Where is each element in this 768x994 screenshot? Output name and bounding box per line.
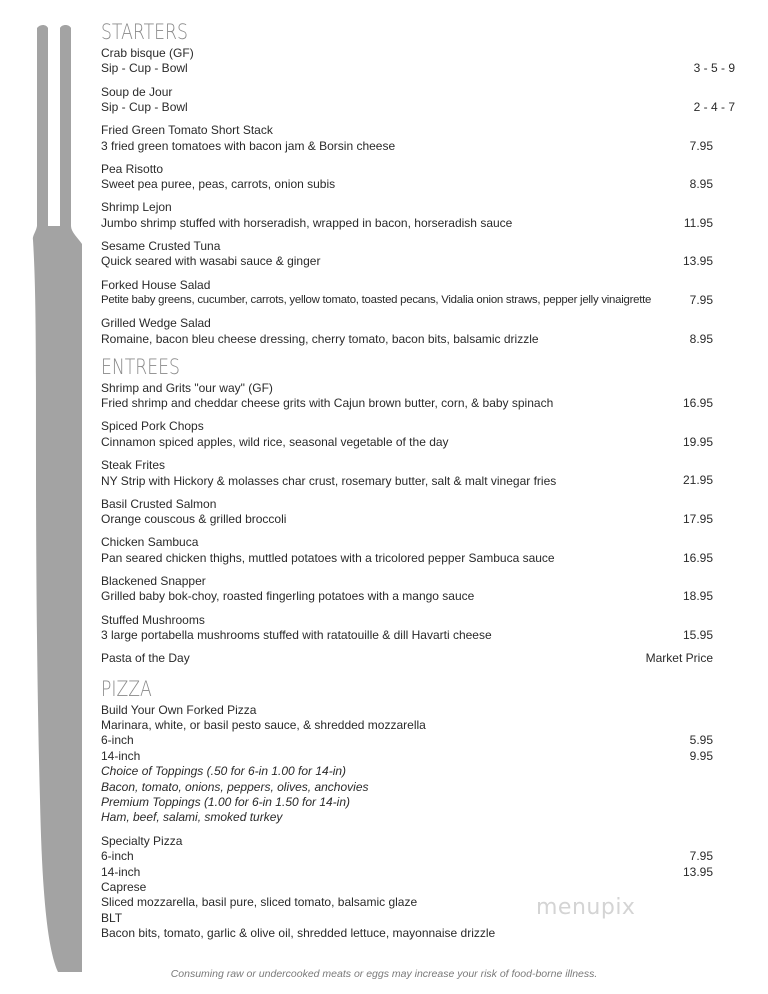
- specialty-option-description: Sliced mozzarella, basil pure, sliced tomato, balsamic glaze: [101, 895, 418, 910]
- pizza-heading: PIZZA: [101, 676, 152, 701]
- item-price: 21.95: [682, 473, 713, 488]
- item-price: 16.95: [682, 550, 713, 565]
- item-name: Stuffed Mushrooms: [101, 612, 205, 627]
- size-label: 6-inch: [101, 849, 134, 864]
- menu-item: [101, 123, 751, 154]
- specialty-pizza: [101, 834, 751, 942]
- item-description: Sip - Cup - Bowl: [101, 100, 188, 115]
- size-row: [101, 849, 751, 864]
- item-description: Fried shrimp and cheddar cheese grits with Cajun brown butter, corn, & baby spinach: [101, 396, 554, 411]
- item-description: Marinara, white, or basil pesto sauce, & shredded mozzarella: [101, 717, 426, 732]
- item-name: Forked House Salad: [101, 277, 211, 292]
- item-name: Specialty Pizza: [101, 833, 183, 848]
- fork-shape: [33, 25, 82, 972]
- item-name: Blackened Snapper: [101, 573, 206, 588]
- item-description: 3 large portabella mushrooms stuffed with ratatouille & dill Havarti cheese: [101, 627, 492, 642]
- entrees-section: [101, 355, 751, 667]
- item-description: NY Strip with Hickory & molasses char crust, rosemary butter, salt & malt vinegar fries: [101, 473, 557, 488]
- item-name: Chicken Sambuca: [101, 535, 199, 550]
- item-price: 7.95: [689, 138, 713, 153]
- food-safety-disclaimer: Consuming raw or undercooked meats or eggs may increase your risk of food-borne illness.: [170, 968, 598, 980]
- menu-item: [101, 381, 751, 412]
- item-description: Romaine, bacon bleu cheese dressing, cherry tomato, bacon bits, balsamic drizzle: [101, 331, 539, 346]
- item-price: 3 - 5 - 9: [693, 61, 735, 76]
- item-description: 3 fried green tomatoes with bacon jam & Borsin cheese: [101, 138, 396, 153]
- menu-item: [101, 46, 751, 77]
- fork-illustration: [0, 0, 100, 994]
- size-price: 9.95: [689, 748, 713, 763]
- menu-item: [101, 497, 751, 528]
- build-your-own-pizza: [101, 703, 751, 826]
- item-price: 11.95: [683, 215, 713, 230]
- menu-item: [101, 316, 751, 347]
- item-description: Sip - Cup - Bowl: [101, 61, 188, 76]
- menu-item: [101, 200, 751, 231]
- menu-item: [101, 85, 751, 116]
- item-name: Basil Crusted Salmon: [101, 496, 217, 511]
- item-description: Quick seared with wasabi sauce & ginger: [101, 254, 321, 269]
- size-label: 6-inch: [101, 733, 134, 748]
- menu-item: [101, 535, 751, 566]
- item-name: Pasta of the Day: [101, 651, 190, 666]
- item-description: Orange couscous & grilled broccoli: [101, 512, 287, 527]
- specialty-option-name: BLT: [101, 910, 123, 925]
- premium-toppings-heading: Premium Toppings (1.00 for 6-in 1.50 for 14-in): [101, 794, 351, 809]
- menu-content: [101, 20, 751, 942]
- item-name: Soup de Jour: [101, 84, 173, 99]
- size-price: 13.95: [682, 864, 713, 879]
- menu-item: [101, 419, 751, 450]
- item-price: 17.95: [682, 512, 713, 527]
- item-name: Steak Frites: [101, 458, 166, 473]
- item-description: Cinnamon spiced apples, wild rice, seasonal vegetable of the day: [101, 434, 449, 449]
- item-price: 16.95: [682, 396, 713, 411]
- menu-item-pasta: [101, 651, 751, 666]
- item-price: 19.95: [682, 434, 713, 449]
- menu-item: [101, 574, 751, 605]
- specialty-option-description: Bacon bits, tomato, garlic & olive oil, shredded lettuce, mayonnaise drizzle: [101, 926, 496, 941]
- item-price: 13.95: [682, 254, 713, 269]
- pizza-section: [101, 677, 751, 942]
- starters-heading: STARTERS: [101, 20, 188, 44]
- item-description: Jumbo shrimp stuffed with horseradish, wrapped in bacon, horseradish sauce: [101, 215, 513, 230]
- item-price: Market Price: [645, 651, 713, 666]
- item-price: 7.95: [689, 293, 713, 308]
- premium-toppings-list: Ham, beef, salami, smoked turkey: [101, 810, 283, 825]
- menu-item: [101, 239, 751, 270]
- size-row: [101, 733, 751, 748]
- menupix-watermark: menupix: [536, 895, 636, 920]
- size-label: 14-inch: [101, 748, 141, 763]
- item-name: Shrimp Lejon: [101, 200, 172, 215]
- item-name: Pea Risotto: [101, 161, 164, 176]
- item-name: Fried Green Tomato Short Stack: [101, 123, 273, 138]
- size-label: 14-inch: [101, 864, 141, 879]
- menu-item: [101, 458, 751, 489]
- entrees-heading: ENTREES: [101, 354, 180, 379]
- item-price: 8.95: [689, 177, 713, 192]
- toppings-heading: Choice of Toppings (.50 for 6-in 1.00 for 14-in): [101, 764, 347, 779]
- menu-item: [101, 162, 751, 193]
- menu-item: [101, 278, 751, 309]
- menu-item: [101, 613, 751, 644]
- item-name: Build Your Own Forked Pizza: [101, 702, 257, 717]
- item-price: 2 - 4 - 7: [693, 100, 735, 114]
- item-description: Sweet pea puree, peas, carrots, onion subis: [101, 177, 336, 192]
- item-name: Sesame Crusted Tuna: [101, 239, 221, 254]
- item-name: Shrimp and Grits "our way" (GF): [101, 380, 273, 395]
- size-price: 5.95: [689, 733, 713, 748]
- toppings-list: Bacon, tomato, onions, peppers, olives, anchovies: [101, 779, 369, 794]
- item-name: Spiced Pork Chops: [101, 419, 204, 434]
- item-name: Grilled Wedge Salad: [101, 316, 211, 331]
- item-description: Petite baby greens, cucumber, carrots, yellow tomato, toasted pecans, Vidalia onion straws, pepper jelly vinaigrette: [101, 294, 652, 307]
- starters-section: [101, 20, 751, 347]
- specialty-option-name: Caprese: [101, 880, 147, 895]
- item-name: Crab bisque (GF): [101, 46, 194, 60]
- item-price: 18.95: [682, 589, 713, 604]
- item-description: Pan seared chicken thighs, muttled potatoes with a tricolored pepper Sambuca sauce: [101, 550, 555, 565]
- size-row: [101, 865, 751, 880]
- size-row: [101, 749, 751, 764]
- item-price: 15.95: [682, 627, 713, 642]
- size-price: 7.95: [689, 849, 713, 864]
- item-description: Grilled baby bok-choy, roasted fingerling potatoes with a mango sauce: [101, 589, 475, 604]
- item-price: 8.95: [689, 331, 713, 346]
